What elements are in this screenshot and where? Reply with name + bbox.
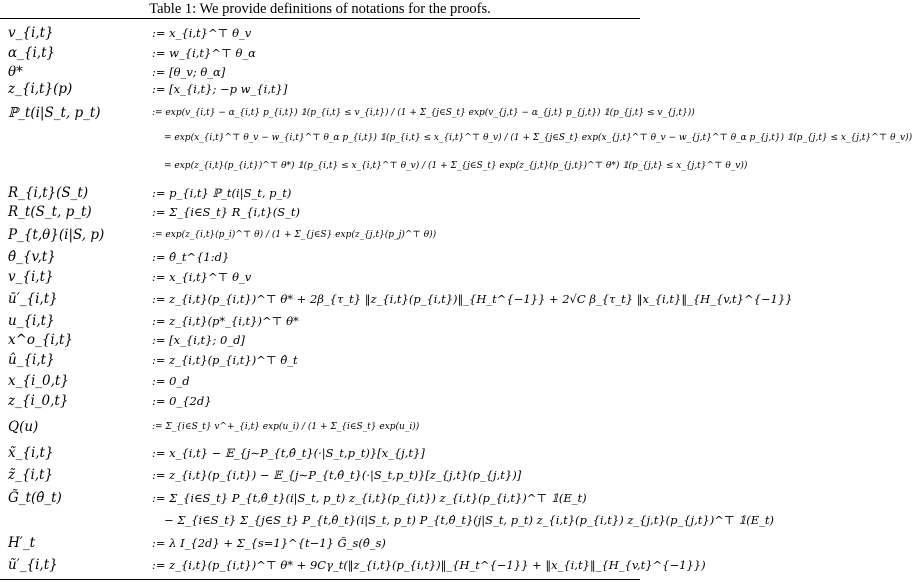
notation-symbol: P_{t,θ}(i|S, p) [8,227,105,243]
notation-definition: := exp(v_{i,t} − α_{i,t} p_{i,t}) 𝟙(p_{i,t} ≤ v_{i,t}) / (1 + Σ_{j∈S_t} exp(v_{j,t} − α_{j,t} p_{j,t}) 𝟙(p_{j,t} ≤ v_{j,t})) [152,108,695,118]
notation-definition: := Σ_{i∈S_t} P_{t,θ̂_t}(i|S_t, p_t) z_{i,t}(p_{i,t}) z_{i,t}(p_{i,t})^⊤ 𝟙(E_t) [152,491,587,505]
notation-definition: := [x_{i,t}; 0_d] [152,333,245,347]
notation-symbol: θ* [8,64,23,80]
notation-definition: = exp(x_{i,t}^⊤ θ_v − w_{i,t}^⊤ θ_α p_{i,t}) 𝟙(p_{i,t} ≤ x_{i,t}^⊤ θ_v) / (1 + Σ_{j∈S_t} exp(x_{j,t}^⊤ θ_v − w_{j,t}^⊤ θ_α p_{j,t}) 𝟙(p_{j,t} ≤ x_{j,t}^⊤ θ_v)) [164,133,912,143]
table-top-rule [0,18,640,19]
table-row [0,392,640,412]
notation-definition: := exp(z_{i,t}(p_i)^⊤ θ) / (1 + Σ_{j∈S} exp(z_{j,t}(p_j)^⊤ θ)) [152,230,437,240]
table-row [0,24,640,44]
table-row [0,418,640,438]
table-row [0,534,640,554]
table-row [0,248,640,268]
notation-definition: := [θ_v; θ_α] [152,65,226,79]
table-row [0,184,640,204]
table-row [0,129,912,149]
notation-symbol: v_{i,t} [8,269,54,285]
notation-symbol: x_{i_0,t} [8,373,69,389]
table-caption: Table 1: We provide definitions of notations for the proofs. [149,1,491,17]
notation-symbol: z_{i,t}(p) [8,81,73,97]
notation-definition: := p_{i,t} ℙ_t(i|S_t, p_t) [152,186,292,200]
notation-symbol: v_{i,t} [8,25,54,41]
notation-definition: := z_{i,t}(p*_{i,t})^⊤ θ* [152,314,299,328]
table-row [0,312,640,332]
notation-definition: := w_{i,t}^⊤ θ_α [152,46,256,60]
notation-definition: := x_{i,t}^⊤ θ_v [152,26,252,40]
notation-definition: − Σ_{i∈S_t} Σ_{j∈S_t} P_{t,θ̂_t}(i|S_t, p_t) P_{t,θ̂_t}(j|S_t, p_t) z_{i,t}(p_{i,t}) z_{j,t}(p_{j,t})^⊤ 𝟙(E_t) [164,513,775,527]
notation-symbol: Q(u) [8,419,39,435]
notation-symbol: ũ′_{i,t} [8,557,58,573]
table-row [0,226,640,246]
table-row [0,80,640,100]
notation-symbol: α_{i,t} [8,45,56,61]
notation-symbol: θ̂_{v,t} [8,249,56,265]
notation-definition: := x_{i,t}^⊤ θ_v [152,270,252,284]
notation-symbol: G̃_t(θ̂_t) [8,490,62,506]
notation-symbol: z_{i_0,t} [8,393,69,409]
notation-definition: = exp(z_{i,t}(p_{i,t})^⊤ θ*) 𝟙(p_{i,t} ≤ x_{i,t}^⊤ θ_v) / (1 + Σ_{j∈S_t} exp(z_{j,t}(p_{j,t})^⊤ θ*) 𝟙(p_{j,t} ≤ x_{j,t}^⊤ θ_v)) [164,161,748,171]
table-row [0,331,640,351]
notation-definition: := z_{i,t}(p_{i,t})^⊤ θ* + 9Cγ_t(‖z_{i,t}(p_{i,t})‖_{H_t^{−1}} + ‖x_{i,t}‖_{H_{v,t}^{−1}}) [152,558,706,572]
notation-symbol: H′_t [8,535,36,551]
table-row [0,104,695,124]
notation-definition: := λ I_{2d} + Σ_{s=1}^{t−1} G̃_s(θ̂_s) [152,536,386,550]
table-row [0,157,748,177]
notation-symbol: x̃_{i,t} [8,445,54,461]
table-row [0,372,640,392]
table-row [0,290,793,310]
table-row [0,489,640,509]
notation-definition: := [x_{i,t}; −p w_{i,t}] [152,82,288,96]
notation-definition: := 0_d [152,374,190,388]
notation-definition: := z_{i,t}(p_{i,t})^⊤ θ* + 2β_{τ_t} ‖z_{i,t}(p_{i,t})‖_{H_t^{−1}} + 2√C β_{τ_t} ‖x_{i,t}‖_{H_{v,t}^{−1}} [152,292,793,306]
notation-definition: := Σ_{i∈S_t} R_{i,t}(S_t) [152,205,300,219]
notation-definition: := z_{i,t}(p_{i,t}) − 𝔼_{j∼P_{t,θ̂_t}(·|S_t,p_t)}[z_{j,t}(p_{j,t})] [152,468,522,482]
table-row [0,268,640,288]
table-row [0,511,775,531]
notation-symbol: z̃_{i,t} [8,467,54,483]
table-row [0,351,640,371]
table-row [0,44,640,64]
notation-symbol: u_{i,t} [8,313,55,329]
notation-definition: := Σ_{i∈S_t} v^+_{i,t} exp(u_i) / (1 + Σ_{i∈S_t} exp(u_i)) [152,422,420,432]
notation-symbol: ū′_{i,t} [8,291,58,307]
notation-definition: := 0_{2d} [152,394,212,408]
table-bottom-rule [0,579,640,580]
notation-symbol: R_t(S_t, p_t) [8,204,92,220]
table-row [0,203,640,223]
notation-symbol: R_{i,t}(S_t) [8,185,89,201]
notation-symbol: û_{i,t} [8,352,55,368]
notation-definition: := θ̂_t^{1:d} [152,250,230,264]
table-row [0,556,706,576]
table-row [0,466,640,486]
table-row [0,444,640,464]
notation-definition: := x_{i,t} − 𝔼_{j∼P_{t,θ̂_t}(·|S_t,p_t)}[x_{j,t}] [152,446,425,460]
notation-symbol: ℙ_t(i|S_t, p_t) [8,105,101,121]
notation-symbol: x^o_{i,t} [8,332,74,348]
notation-definition: := z_{i,t}(p_{i,t})^⊤ θ̂_t [152,353,298,367]
